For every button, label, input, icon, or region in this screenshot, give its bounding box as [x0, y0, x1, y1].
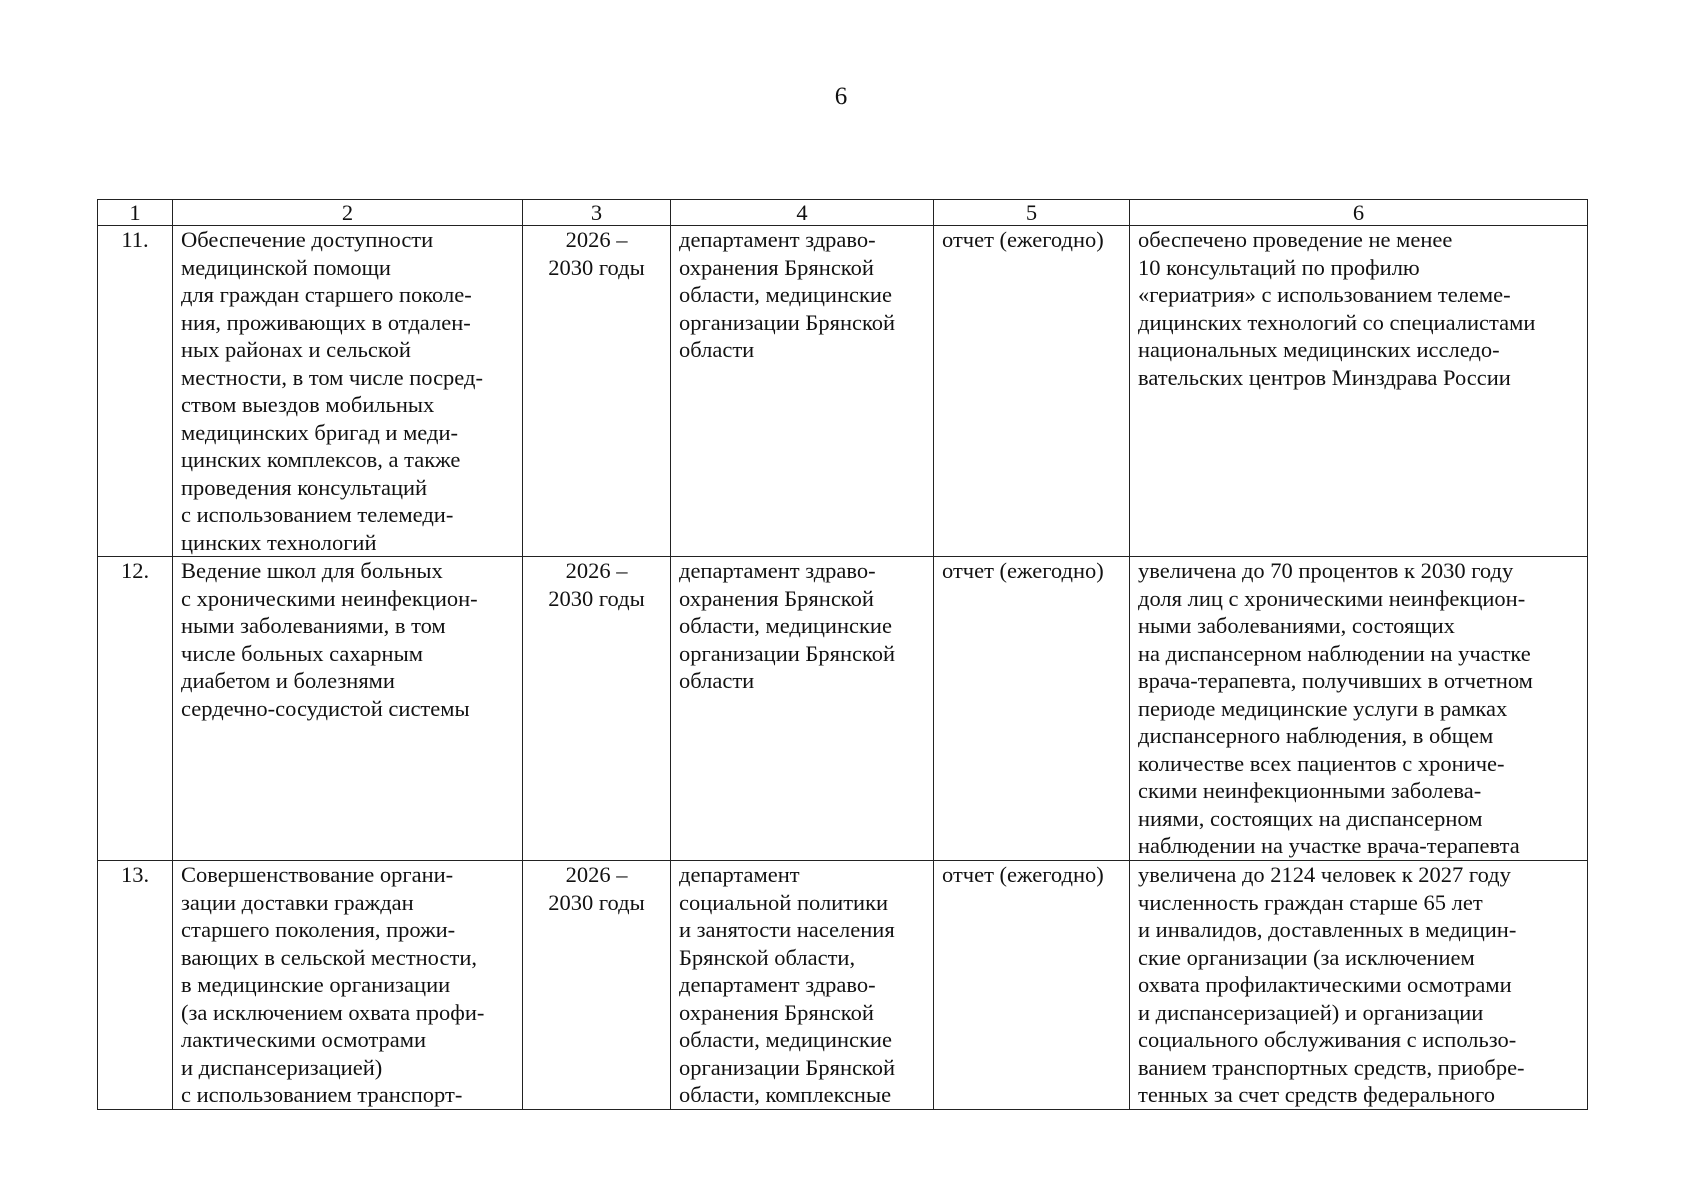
row-number-cell: 13. — [98, 861, 173, 1110]
result-cell-line: доля лиц с хроническими неинфекцион- — [1138, 585, 1526, 611]
result-cell-line: ными заболеваниями, состоящих — [1138, 613, 1455, 638]
header-row — [98, 200, 1588, 226]
report-cell-line: отчет (ежегодно) — [942, 227, 1104, 252]
measure-cell-line: Совершенствование органи- — [181, 862, 454, 887]
result-cell — [1130, 861, 1588, 1110]
measure-cell-line: ством выездов мобильных — [181, 392, 435, 417]
period-cell-line: 2030 годы — [548, 254, 645, 280]
header-col-4: 4 — [671, 200, 934, 226]
measure-cell-line: ния, проживающих в отдален- — [181, 309, 471, 335]
measure-cell-line: ных районах и сельской — [181, 337, 411, 362]
result-cell-line: тенных за счет средств федерального — [1138, 1082, 1495, 1107]
period-cell — [523, 557, 671, 861]
result-cell-line: ниями, состоящих на диспансерном — [1138, 805, 1483, 831]
report-cell — [934, 226, 1130, 557]
executor-cell-line: организации Брянской — [679, 640, 896, 666]
measure-cell-line: медицинской помощи — [181, 254, 391, 280]
result-cell-line: охвата профилактическими осмотрами — [1138, 972, 1512, 997]
period-cell-line: 2030 годы — [548, 889, 645, 915]
measure-cell-line: и диспансеризацией) — [181, 1054, 383, 1080]
measure-cell-line: с хроническими неинфекцион- — [181, 585, 478, 611]
period-cell — [523, 226, 671, 557]
result-cell-line: врача-терапевта, получивших в отчетном — [1138, 668, 1533, 693]
result-cell-line: социального обслуживания с использо- — [1138, 1027, 1517, 1052]
table-row — [98, 557, 1588, 861]
measure-cell-line: для граждан старшего поколе- — [181, 282, 472, 307]
executor-cell-line: департамент — [679, 862, 800, 887]
executor-cell-line: департамент здраво- — [679, 972, 876, 997]
period-cell-line: 2026 – — [565, 227, 628, 252]
measure-cell — [173, 861, 523, 1110]
measure-cell-line: сердечно-сосудистой системы — [181, 695, 470, 721]
executor-cell — [671, 861, 934, 1110]
executor-cell-line: области, медицинские — [679, 1027, 892, 1052]
measure-cell-line: с использованием транспорт- — [181, 1082, 463, 1107]
plan-table — [97, 199, 1588, 1110]
result-cell — [1130, 226, 1588, 557]
measure-cell-line: старшего поколения, прожи- — [181, 917, 456, 942]
row-number-cell: 12. — [98, 557, 173, 861]
report-cell-line: отчет (ежегодно) — [942, 558, 1104, 583]
result-cell-line: наблюдении на участке врача-терапевта — [1138, 833, 1520, 858]
executor-cell-line: охранения Брянской — [679, 254, 874, 280]
table-row — [98, 861, 1588, 1110]
executor-cell-line: департамент здраво- — [679, 227, 876, 252]
measure-cell-line: Ведение школ для больных — [181, 558, 443, 583]
header-col-3: 3 — [523, 200, 671, 226]
table-header — [98, 200, 1588, 226]
executor-cell-line: области, медицинские — [679, 613, 892, 638]
report-cell — [934, 557, 1130, 861]
executor-cell — [671, 557, 934, 861]
measure-cell-line: зации доставки граждан — [181, 889, 414, 915]
measure-cell — [173, 226, 523, 557]
header-col-2: 2 — [173, 200, 523, 226]
measure-cell-line: медицинских бригад и меди- — [181, 419, 458, 445]
result-cell-line: дицинских технологий со специалистами — [1138, 309, 1536, 335]
executor-cell-line: области — [679, 668, 755, 693]
executor-cell-line: области, комплексные — [679, 1082, 892, 1107]
measure-cell-line: диабетом и болезнями — [181, 668, 395, 693]
measure-cell-line: ными заболеваниями, в том — [181, 613, 446, 638]
measure-cell-line: числе больных сахарным — [181, 640, 423, 666]
result-cell-line: численность граждан старше 65 лет — [1138, 889, 1483, 915]
result-cell — [1130, 557, 1588, 861]
measure-cell-line: местности, в том числе посред- — [181, 364, 483, 390]
executor-cell-line: охранения Брянской — [679, 999, 874, 1025]
executor-cell-line: области, медицинские — [679, 282, 892, 307]
executor-cell-line: департамент здраво- — [679, 558, 876, 583]
header-col-6: 6 — [1130, 200, 1588, 226]
period-cell-line: 2026 – — [565, 558, 628, 583]
measure-cell-line: проведения консультаций — [181, 474, 428, 500]
result-cell-line: ские организации (за исключением — [1138, 944, 1475, 970]
measure-cell — [173, 557, 523, 861]
report-cell-line: отчет (ежегодно) — [942, 862, 1104, 887]
result-cell-line: ванием транспортных средств, приобре- — [1138, 1054, 1525, 1080]
result-cell-line: вательских центров Минздрава России — [1138, 364, 1511, 390]
measure-cell-line: цинских технологий — [181, 529, 377, 555]
measure-cell-line: лактическими осмотрами — [181, 1027, 427, 1052]
result-cell-line: и инвалидов, доставленных в медицин- — [1138, 917, 1517, 942]
result-cell-line: обеспечено проведение не менее — [1138, 227, 1453, 252]
header-col-5: 5 — [934, 200, 1130, 226]
result-cell-line: национальных медицинских исследо- — [1138, 337, 1500, 362]
table-row — [98, 226, 1588, 557]
result-cell-line: и диспансеризацией) и организации — [1138, 999, 1484, 1025]
result-cell-line: скими неинфекционными заболева- — [1138, 778, 1482, 803]
executor-cell-line: организации Брянской — [679, 309, 896, 335]
executor-cell — [671, 226, 934, 557]
measure-cell-line: (за исключением охвата профи- — [181, 999, 485, 1025]
result-cell-line: диспансерного наблюдения, в общем — [1138, 723, 1494, 748]
executor-cell-line: и занятости населения — [679, 917, 895, 942]
result-cell-line: периоде медицинские услуги в рамках — [1138, 695, 1508, 721]
result-cell-line: на диспансерном наблюдении на участке — [1138, 640, 1531, 666]
page-number: 6 — [834, 83, 848, 110]
table-body — [98, 226, 1588, 1110]
executor-cell-line: организации Брянской — [679, 1054, 896, 1080]
measure-cell-line: с использованием телемеди- — [181, 502, 454, 527]
executor-cell-line: Брянской области, — [679, 944, 856, 970]
period-cell-line: 2026 – — [565, 862, 628, 887]
executor-cell-line: социальной политики — [679, 889, 889, 915]
measure-cell-line: Обеспечение доступности — [181, 227, 434, 252]
row-number-cell: 11. — [98, 226, 173, 557]
period-cell-line: 2030 годы — [548, 585, 645, 611]
executor-cell-line: области — [679, 337, 755, 362]
result-cell-line: увеличена до 2124 человек к 2027 году — [1138, 862, 1511, 887]
measure-cell-line: в медицинские организации — [181, 972, 451, 997]
result-cell-line: «гериатрия» с использованием телеме- — [1138, 282, 1511, 307]
result-cell-line: количестве всех пациентов с хрониче- — [1138, 750, 1505, 776]
report-cell — [934, 861, 1130, 1110]
measure-cell-line: цинских комплексов, а также — [181, 447, 461, 472]
result-cell-line: увеличена до 70 процентов к 2030 году — [1138, 558, 1514, 583]
header-col-1: 1 — [98, 200, 173, 226]
result-cell-line: 10 консультаций по профилю — [1138, 254, 1420, 280]
measure-cell-line: вающих в сельской местности, — [181, 944, 477, 970]
executor-cell-line: охранения Брянской — [679, 585, 874, 611]
period-cell — [523, 861, 671, 1110]
